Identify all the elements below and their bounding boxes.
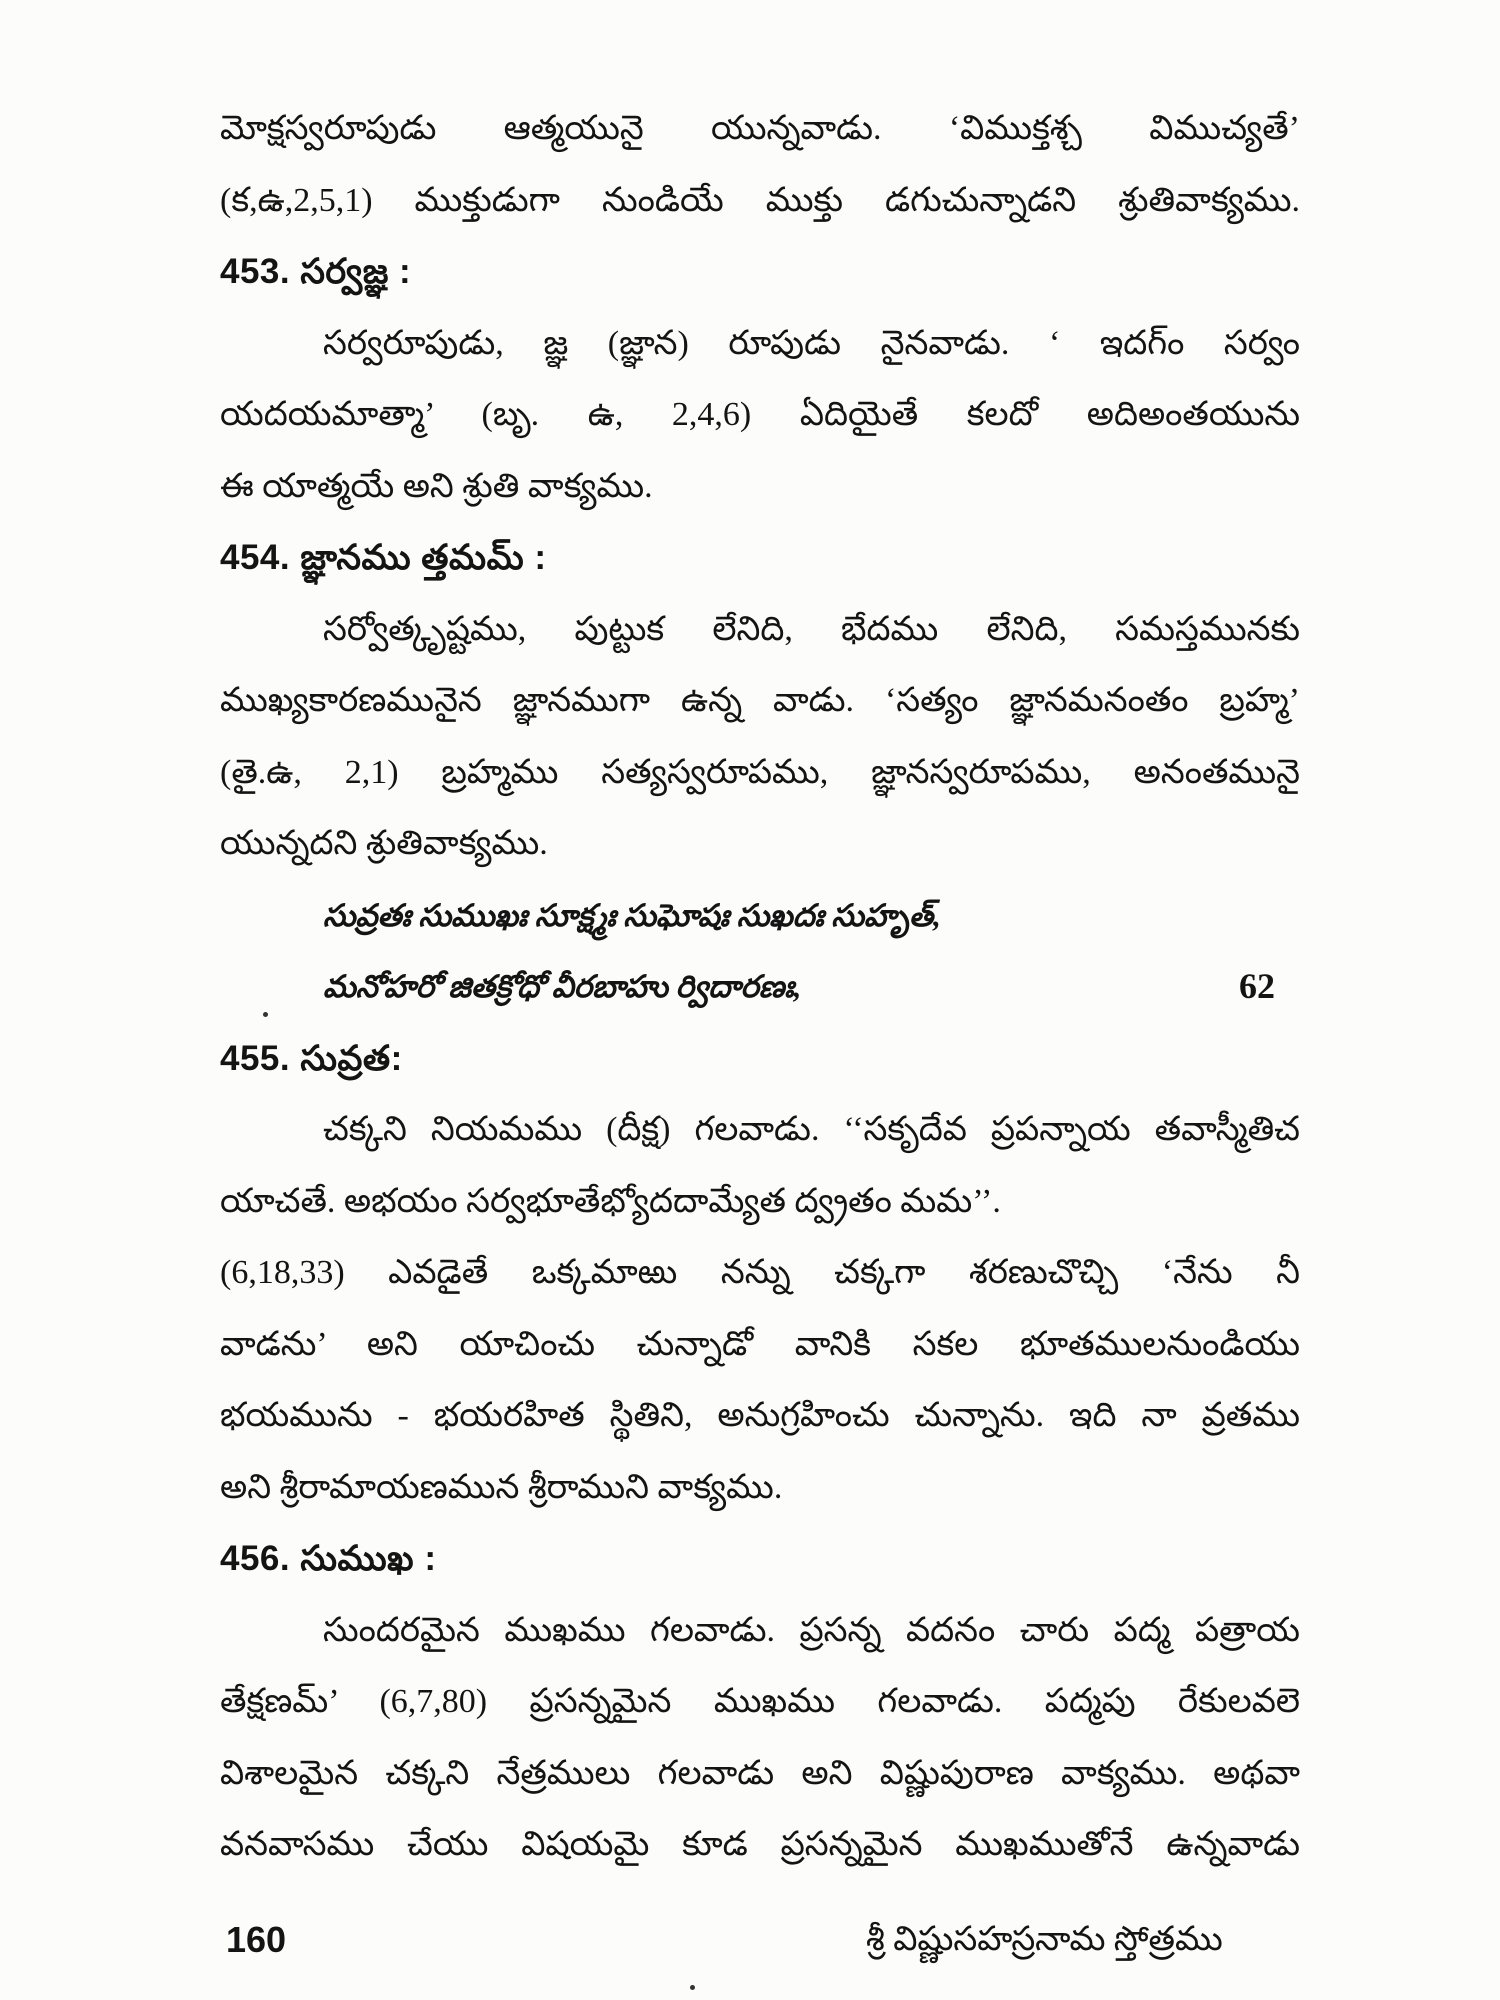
text-line: యున్నదని శ్రుతివాక్యము. [220,825,548,862]
text-line: ముఖ్యకారణమునైన జ్ఞానముగా ఉన్న వాడు. ‘సత్యం జ్ఞానమనంతం బ్రహ్మ’ [220,682,1300,719]
text-line: సర్వోత్కృష్టము, పుట్టుక లేనిది, భేదము లేనిది, సమస్తమునకు [323,610,1300,648]
text-line: వాడను’ అని యాచించు చున్నాడో వానికి సకల భూతములనుండియు [220,1325,1300,1363]
running-footer-title: శ్రీ విష్ణుసహస్రనామ స్తోత్రము [866,1921,1223,1958]
entry-heading-454: 454. జ్ఞానము త్తమమ్ : [220,538,547,577]
verse-line-with-number [220,951,1300,1023]
text-line: (తై.ఉ, 2,1) బ్రహ్మము సత్యస్వరూపము, జ్ఞానస్వరూపము, అనంతమునై [220,753,1300,791]
text-line: విశాలమైన చక్కని నేత్రములు గలవాడు అని విష్ణుపురాణ వాక్యము. అథవా [220,1754,1300,1792]
entry-heading-456: 456. సుముఖ : [220,1539,437,1578]
text-line: వనవాసము చేయు విషయమై కూడ ప్రసన్నమైన ముఖముతోనే ఉన్నవాడు [220,1826,1300,1863]
text-line: ఈ యాత్మయే అని శ్రుతి వాక్యము. [220,467,653,505]
entry-heading-455: 455. సువ్రత: [220,1038,403,1078]
verse-line: మనోహరో జితక్రోధో వీరబాహు ర్విదారణః, [323,969,802,1004]
text-line: చక్కని నియమము (దీక్ష) గలవాడు. ‘‘సకృదేవ ప్రపన్నాయ తవాస్మీతిచ [323,1111,1300,1148]
text-line: సుందరమైన ముఖము గలవాడు. ప్రసన్న వదనం చారు పద్మ పత్రాయ [323,1611,1300,1649]
page-body [220,93,1300,1881]
text-line: మోక్షస్వరూపుడు ఆత్మయునై యున్నవాడు. ‘విముక్తశ్చ విముచ్యతే’ [220,110,1300,147]
page-number: 160 [226,1919,287,1960]
text-line: (క,ఉ,2,5,1) ముక్తుడుగా నుండియే ముక్తు డగుచున్నాడని శ్రుతివాక్యము. [220,181,1300,219]
text-line: సర్వరూపుడు, జ్ఞ (జ్ఞాన) రూపుడు నైనవాడు. ‘ ఇదగ్ం సర్వం [323,324,1300,362]
scan-speck [690,1985,695,1990]
text-line: తేక్షణమ్’ (6,7,80) ప్రసన్నమైన ముఖము గలవాడు. పద్మపు రేకులవలె [220,1683,1300,1720]
text-line: (6,18,33) ఎవడైతే ఒక్కమాఱు నన్ను చక్కగా శరణుచొచ్చి ‘నేను నీ [220,1254,1300,1291]
entry-heading-453: 453. సర్వజ్ఞ : [220,252,412,291]
text-line: యదయమాత్మా’ (బృ. ఉ, 2,4,6) ఏదియైతే కలదో అదిఅంతయును [220,396,1300,433]
text-line: భయమును - భయరహిత స్థితిని, అనుగ్రహించు చున్నాను. ఇది నా వ్రతము [220,1397,1300,1434]
verse-line: సువ్రతః సుముఖః సూక్ష్మః సుఘోషః సుఖదః సుహృత్, [323,897,941,933]
text-line: యాచతే. అభయం సర్వభూతేభ్యోదదామ్యేత ద్వ్రతం మమ’’. [220,1182,1001,1220]
text-line: అని శ్రీరామాయణమున శ్రీరాముని వాక్యము. [220,1468,783,1506]
verse-number: 62 [1239,966,1275,1006]
scan-speck [263,1012,268,1017]
